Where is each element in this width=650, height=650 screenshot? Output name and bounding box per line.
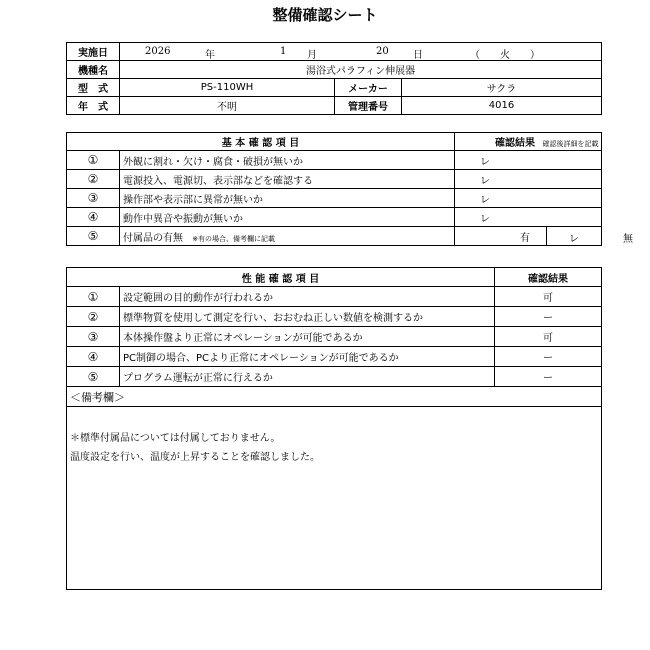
basic-item: 外観に割れ・欠け・腐食・破損が無いか bbox=[120, 151, 455, 170]
basic-no: ① bbox=[67, 151, 120, 170]
date-day: 20 bbox=[376, 46, 389, 57]
performance-item: プログラム運転が正常に行えるか bbox=[120, 367, 495, 387]
basic-check-table bbox=[66, 132, 634, 246]
performance-no: ③ bbox=[67, 327, 120, 347]
performance-result: 可 bbox=[495, 327, 602, 347]
performance-no: ④ bbox=[67, 347, 120, 367]
remarks-header: ＜備考欄＞ bbox=[67, 387, 602, 407]
date-value bbox=[120, 43, 602, 61]
performance-result: ー bbox=[495, 307, 602, 327]
info-table bbox=[66, 42, 602, 115]
basic-no: ④ bbox=[67, 208, 120, 227]
basic-no: ② bbox=[67, 170, 120, 189]
model-value: 湯浴式パラフィン伸展器 bbox=[120, 61, 602, 79]
year-value: 不明 bbox=[120, 97, 335, 115]
performance-result: 可 bbox=[495, 287, 602, 307]
performance-item: PC制御の場合、PCより正常にオペレーションが可能であるか bbox=[120, 347, 495, 367]
remarks-line: 温度設定を行い、温度が上昇することを確認しました。 bbox=[70, 452, 320, 463]
date-weekday: （ 火 ） bbox=[470, 50, 540, 61]
year-label: 年 式 bbox=[67, 97, 120, 115]
type-label: 型 式 bbox=[67, 79, 120, 97]
date-day-unit: 日 bbox=[413, 50, 423, 61]
basic-header: 基 本 確 認 項 目 bbox=[67, 133, 455, 151]
performance-result: ー bbox=[495, 347, 602, 367]
maker-value: サクラ bbox=[402, 79, 602, 97]
performance-item: 本体操作盤より正常にオペレーションが可能であるか bbox=[120, 327, 495, 347]
performance-check-table bbox=[66, 267, 602, 590]
date-year: 2026 bbox=[145, 46, 171, 57]
basic-no: ③ bbox=[67, 189, 120, 208]
remarks-line: ＊標準付属品については付属しておりません。 bbox=[70, 433, 281, 444]
performance-no: ① bbox=[67, 287, 120, 307]
accessory-label: 付属品の有無 bbox=[123, 232, 183, 244]
basic-result: レ bbox=[455, 208, 602, 227]
performance-no: ⑤ bbox=[67, 367, 120, 387]
basic-result: レ bbox=[455, 170, 602, 189]
performance-header: 性 能 確 認 項 目 bbox=[67, 268, 495, 287]
accessory-yes-cell bbox=[455, 227, 547, 246]
model-label: 機種名 bbox=[67, 61, 120, 79]
accessory-no-label: 無 bbox=[623, 234, 634, 245]
performance-item: 設定範囲の目的動作が行われるか bbox=[120, 287, 495, 307]
date-label: 実施日 bbox=[67, 43, 120, 61]
basic-result: レ bbox=[455, 189, 602, 208]
date-year-unit: 年 bbox=[205, 50, 215, 61]
date-month: 1 bbox=[280, 46, 287, 57]
mgmt-value: 4016 bbox=[402, 97, 602, 115]
accessory-note: ※有の場合、備考欄に記載 bbox=[192, 234, 276, 243]
performance-item: 標準物質を使用して測定を行い、おおむね正しい数値を検測するか bbox=[120, 307, 495, 327]
maker-label: メーカー bbox=[335, 79, 402, 97]
accessory-check: レ bbox=[569, 234, 580, 245]
accessory-item bbox=[120, 227, 455, 246]
accessory-no: ⑤ bbox=[67, 227, 120, 246]
performance-no: ② bbox=[67, 307, 120, 327]
basic-item: 操作部や表示部に異常が無いか bbox=[120, 189, 455, 208]
accessory-no-cell bbox=[547, 227, 634, 246]
basic-result-label: 確認結果 bbox=[495, 138, 536, 149]
basic-result-note: 確認後詳細を記載 bbox=[542, 140, 599, 148]
basic-item: 電源投入、電源切、表示部などを確認する bbox=[120, 170, 455, 189]
mgmt-label: 管理番号 bbox=[335, 97, 402, 115]
date-month-unit: 月 bbox=[307, 50, 317, 61]
page-title: 整備確認シート bbox=[272, 6, 378, 24]
accessory-yes: 有 bbox=[520, 232, 531, 244]
remarks-body bbox=[67, 407, 602, 590]
basic-result: レ bbox=[455, 151, 602, 170]
type-value: PS-110WH bbox=[120, 79, 335, 97]
performance-result: ー bbox=[495, 367, 602, 387]
performance-result-header: 確認結果 bbox=[495, 268, 602, 287]
basic-result-header bbox=[455, 133, 602, 151]
basic-item: 動作中異音や振動が無いか bbox=[120, 208, 455, 227]
